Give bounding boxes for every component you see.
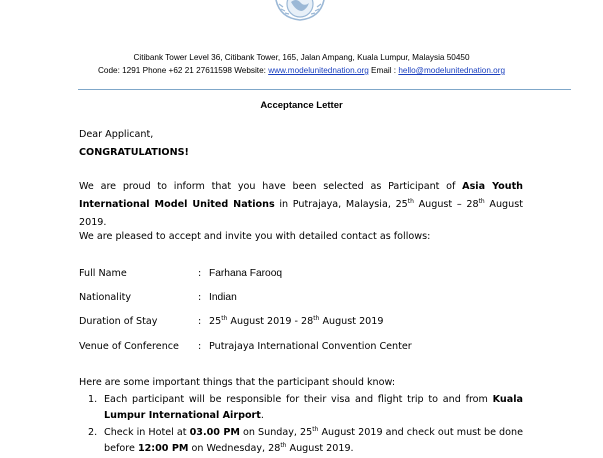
venue-value: Putrajaya International Convention Center: [209, 341, 412, 352]
header-divider: [78, 89, 571, 90]
full-name-value: Farhana Farooq: [209, 268, 283, 279]
detail-label: Duration of Stay: [79, 316, 158, 327]
address-line: Citibank Tower Level 36, Citibank Tower, 165, Jalan Ampang, Kuala Lumpur, Malaysia 50450: [133, 53, 470, 62]
detail-row-nationality: [79, 290, 523, 306]
organization-logo: [270, 0, 330, 22]
contact-line: [0, 66, 603, 75]
detail-colon: :: [198, 316, 202, 327]
duration-value: 25th August 2019 - 28th August 2019: [209, 315, 384, 327]
check-in-time: 03.00 PM: [189, 427, 240, 439]
important-list: [79, 392, 523, 458]
website-link[interactable]: www.modelunitednation.org: [268, 66, 369, 75]
code-phone-text: Code: 1291 Phone +62 21 27611598 Website:: [98, 66, 269, 75]
check-out-time: 12:00 PM: [137, 442, 189, 454]
detail-label: Full Name: [79, 268, 127, 279]
congratulations-heading: CONGRATULATIONS!: [79, 147, 189, 158]
detail-colon: :: [198, 341, 202, 352]
detail-label: Venue of Conference: [79, 341, 179, 352]
detail-row-venue: [79, 339, 523, 355]
nationality-value: Indian: [209, 292, 237, 303]
important-intro: Here are some important things that the participant should know:: [79, 377, 396, 388]
detail-colon: :: [198, 292, 202, 303]
document-title: Acceptance Letter: [260, 100, 343, 111]
event-name: Asia Youth International Model United Nations: [79, 181, 524, 210]
detail-row-duration: [79, 314, 523, 330]
intro-paragraph: We are proud to inform that you have been selected as Participant of Asia Youth International Model United Nations in Putrajaya, Malaysia, 25th August – 28th August 2019.: [79, 181, 524, 228]
list-item-number: 2.: [88, 427, 98, 439]
detail-colon: :: [198, 268, 202, 279]
list-item: 1. Each participant will be responsible for their visa and flight trip to and from Kuala Lumpur International Airport.: [88, 394, 523, 421]
acceptance-paragraph: We are pleased to accept and invite you with detailed contact as follows:: [79, 231, 431, 242]
email-link[interactable]: hello@modelunitednation.org: [398, 66, 505, 75]
email-label: Email :: [368, 66, 399, 75]
detail-label: Nationality: [79, 292, 132, 303]
list-item: 2. Check in Hotel at 03.00 PM on Sunday, 25th August 2019 and check out must be done before 12:00 PM on Wednesday, 28th August 2019.: [88, 426, 523, 454]
list-item-number: 1.: [88, 394, 98, 405]
salutation: Dear Applicant,: [79, 129, 154, 140]
detail-row-full-name: [79, 266, 523, 282]
airport-name: Kuala Lumpur International Airport: [104, 394, 523, 421]
